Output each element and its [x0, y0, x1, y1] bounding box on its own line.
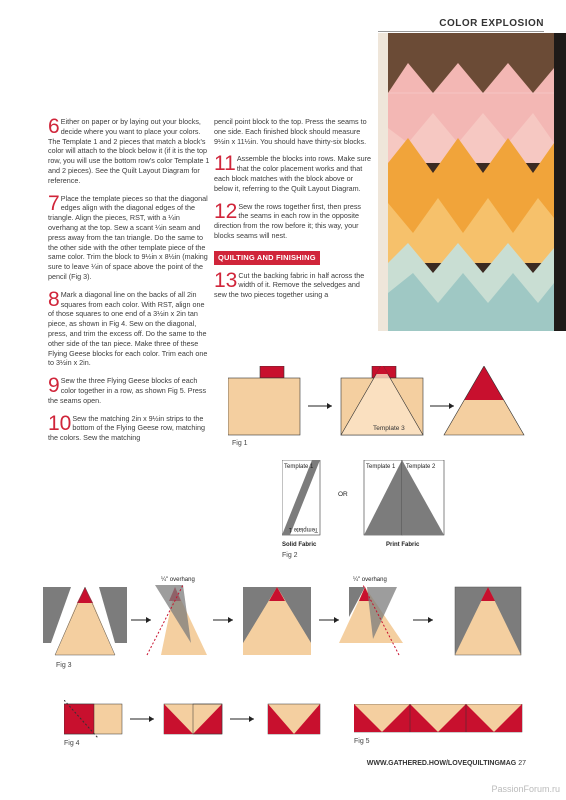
print-fabric-caption: Print Fabric	[386, 542, 420, 548]
right-column	[214, 117, 372, 308]
section-heading: QUILTING AND FINISHING	[214, 251, 320, 265]
template-3-label: Template 3	[373, 425, 405, 432]
step-8	[48, 287, 210, 368]
or-label: OR	[338, 491, 348, 498]
left-column	[48, 117, 210, 451]
step-number: 10	[48, 411, 72, 435]
figure-2	[282, 460, 457, 550]
fig5-label: Fig 5	[354, 738, 370, 745]
watermark: PassionForum.ru	[491, 784, 560, 794]
step-number: 11	[214, 152, 236, 176]
step-7	[48, 191, 210, 282]
page-number: 27	[518, 760, 526, 767]
page-header-title: COLOR EXPLOSION	[439, 18, 544, 29]
continued-text: pencil point block to the top. Press the seams to one side. Each finished block should measure 9½in x 11½in. You should have thirty-six blocks.	[214, 117, 367, 146]
step-number: 12	[214, 199, 238, 223]
step-text: Either on paper or by laying out your blocks, decide where you want to place your colors. The Template 1 and 2 pieces that match a block's color will attach to the block below it (if it is the top row, you will use the bottom row's color Template 1 and 2 pieces). See the Quilt Layout Diagram for reference.	[48, 117, 210, 185]
step-6	[48, 117, 210, 186]
overhang-label-2: ¼" overhang	[353, 577, 387, 583]
step-10	[48, 411, 210, 443]
fig1-label: Fig 1	[232, 440, 248, 447]
step-text: Cut the backing fabric in half across the width of it. Remove the selvedges and sew the two pieces together using a	[214, 270, 365, 300]
step-9	[48, 376, 210, 405]
fig2-label: Fig 2	[282, 552, 298, 559]
step-text: Sew the three Flying Geese blocks of each color together in a row, as shown Fig 5. Press the seams open.	[48, 376, 207, 405]
header-rule	[378, 31, 544, 32]
step-text: Sew the rows together first, then press the seams in each row in the opposite direction from the row before it; this way, your blocks seams will nest.	[214, 201, 362, 240]
step-text: Assemble the blocks into rows. Make sure that the color placement works and that each block matches with the block above or below it, referring to the Quilt Layout Diagram.	[214, 154, 372, 193]
solid-template-flipped-label: Template 1	[288, 526, 318, 532]
figure-4	[64, 700, 324, 740]
solid-fabric-caption: Solid Fabric	[282, 542, 317, 548]
step-text: Mark a diagonal line on the backs of all 2in squares from each color. With RST, align one of those squares to one end of a 3½in x 2in tan piece, as shown in Fig 4. Sew on the diagonal, press, and trim the excess off. Do the same to the other side of the tan piece. Make three of these Flying Geese blocks for each color. Trim each one to 3½in x 2in.	[48, 289, 208, 368]
step-12	[214, 199, 372, 241]
print-template-1-label: Template 1	[366, 464, 396, 470]
step-text: Place the template pieces so that the diagonal edges align with the diagonal edges of the triangle. Align the pieces, RST, with a ¼in overhang at the top. Sew a scant ¼in seam and press away from the tan triangle. Do the same to the other side with the other template piece of the same color. Trim the block to 9½in x 8½in (making sure to leave ¼in of space above the point of the pencil (Fig 3).	[48, 193, 208, 281]
fig3-label: Fig 3	[56, 662, 72, 669]
step-number: 7	[48, 191, 60, 215]
figure-1	[228, 366, 528, 438]
step-number: 6	[48, 115, 60, 138]
print-template-2-label: Template 2	[406, 464, 436, 470]
solid-template-label: Template 1	[284, 464, 314, 470]
step-13	[214, 268, 372, 300]
step-number: 8	[48, 287, 60, 311]
quilt-photo	[378, 33, 566, 331]
overhang-label-1: ¼" overhang	[161, 577, 195, 583]
step-11	[214, 154, 372, 193]
step-number: 13	[214, 268, 238, 292]
figure-5	[354, 704, 524, 734]
footer-url[interactable]: WWW.GATHERED.HOW/LOVEQUILTINGMAG	[366, 760, 517, 767]
step-number: 9	[48, 374, 60, 398]
fig4-label: Fig 4	[64, 740, 80, 747]
figure-3	[43, 573, 523, 663]
footer	[367, 760, 526, 767]
step-text: Sew the matching 2in x 9½in strips to the bottom of the Flying Geese row, matching the colors. Sew the matching	[48, 413, 205, 443]
